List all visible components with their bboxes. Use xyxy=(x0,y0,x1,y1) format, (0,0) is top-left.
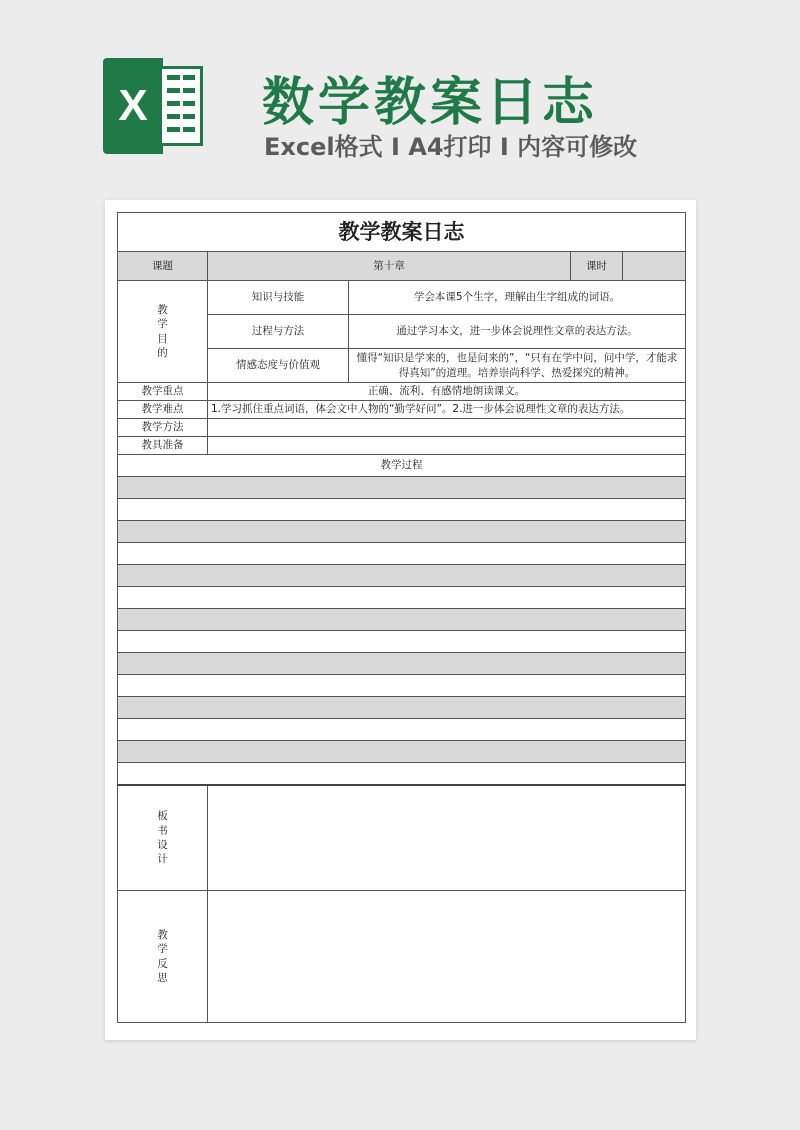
process-line[interactable] xyxy=(118,587,686,609)
difficulty-value[interactable]: 1.学习抓住重点词语，体会文中人物的“勤学好问”。2.进一步体会说理性文章的表达方法。 xyxy=(208,401,686,419)
process-line[interactable] xyxy=(118,741,686,763)
excel-logo-icon xyxy=(103,58,203,154)
topic-value[interactable]: 第十章 xyxy=(208,252,571,281)
tools-row xyxy=(118,437,686,455)
hours-label: 课时 xyxy=(571,252,623,281)
key-point-label: 教学重点 xyxy=(118,383,208,401)
banner-title: 数学教案日志 xyxy=(262,73,599,133)
tools-label: 教具准备 xyxy=(118,437,208,455)
board-design-label: 板 书 设 计 xyxy=(118,785,208,891)
title-row xyxy=(118,213,686,252)
process-line[interactable] xyxy=(118,499,686,521)
board-design-row xyxy=(118,785,686,891)
method-label: 教学方法 xyxy=(118,419,208,437)
process-line[interactable] xyxy=(118,477,686,499)
process-line[interactable] xyxy=(118,719,686,741)
excel-logo-letter: X xyxy=(103,58,163,154)
goal-row xyxy=(118,281,686,315)
difficulty-row xyxy=(118,401,686,419)
banner xyxy=(0,0,800,190)
process-line[interactable] xyxy=(118,675,686,697)
process-line[interactable] xyxy=(118,653,686,675)
difficulty-label: 教学难点 xyxy=(118,401,208,419)
process-line[interactable] xyxy=(118,521,686,543)
excel-logo-grid xyxy=(159,66,203,146)
method-value[interactable] xyxy=(208,419,686,437)
reflection-area[interactable] xyxy=(208,891,686,1023)
process-line[interactable] xyxy=(118,631,686,653)
process-line[interactable] xyxy=(118,763,686,785)
lesson-plan-table xyxy=(117,212,686,1023)
reflection-label: 教 学 反 思 xyxy=(118,891,208,1023)
key-point-value[interactable]: 正确、流利、有感情地朗读课文。 xyxy=(208,383,686,401)
process-label: 教学过程 xyxy=(118,455,686,477)
goal-value[interactable]: 通过学习本文，进一步体会说理性文章的表达方法。 xyxy=(349,315,686,349)
banner-subtitle: Excel格式 I A4打印 I 内容可修改 xyxy=(264,133,638,161)
sheet-title: 教学教案日志 xyxy=(118,213,686,252)
document-paper xyxy=(105,200,696,1040)
goal-label: 情感态度与价值观 xyxy=(208,349,349,383)
key-point-row xyxy=(118,383,686,401)
tools-value[interactable] xyxy=(208,437,686,455)
process-header-row xyxy=(118,455,686,477)
process-line[interactable] xyxy=(118,609,686,631)
reflection-row xyxy=(118,891,686,1023)
topic-row xyxy=(118,252,686,281)
process-line[interactable] xyxy=(118,565,686,587)
board-design-area[interactable] xyxy=(208,785,686,891)
process-line[interactable] xyxy=(118,543,686,565)
hours-value[interactable] xyxy=(623,252,686,281)
process-line[interactable] xyxy=(118,697,686,719)
topic-label: 课题 xyxy=(118,252,208,281)
goal-value[interactable]: 学会本课5个生字，理解由生字组成的词语。 xyxy=(349,281,686,315)
goal-value[interactable]: 懂得“知识是学来的，也是问来的”，“只有在学中问，问中学，才能求得真知”的道理。培养崇尚科学、热爱探究的精神。 xyxy=(349,349,686,383)
goals-label: 教 学 目 的 xyxy=(118,281,208,383)
goal-label: 知识与技能 xyxy=(208,281,349,315)
goal-label: 过程与方法 xyxy=(208,315,349,349)
method-row xyxy=(118,419,686,437)
